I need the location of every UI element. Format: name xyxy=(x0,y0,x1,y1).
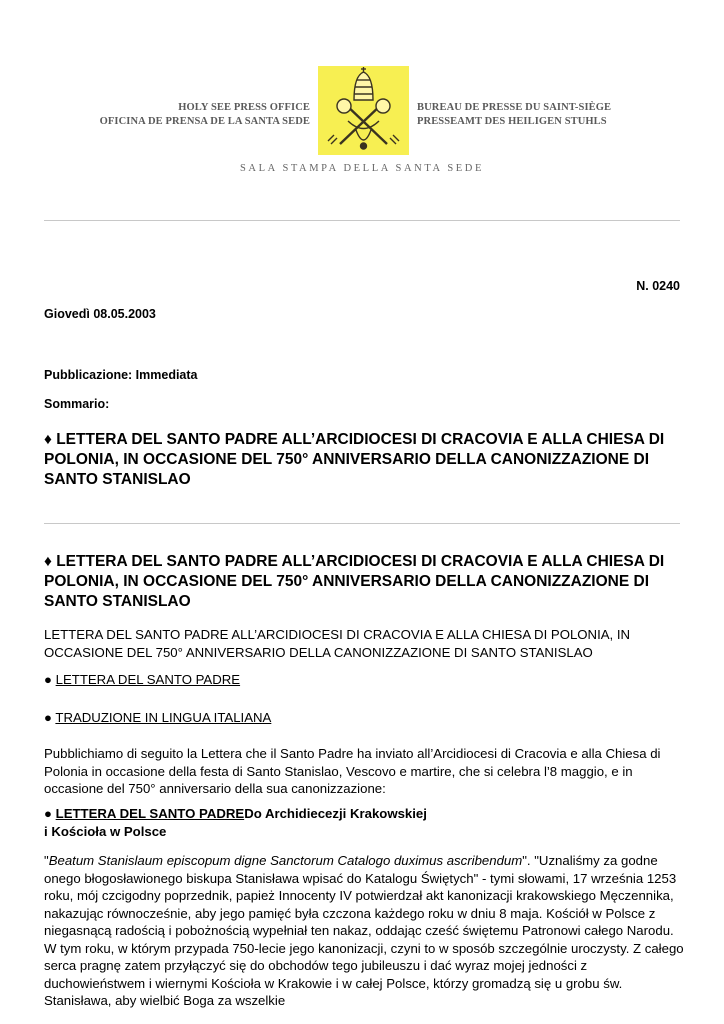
quote-open: " xyxy=(44,853,49,868)
letter-body-text: ". "Uznaliśmy za godne onego błogosławionego biskupa Stanisława wpisać do Katalogu Świętych" - tymi słowami, 17 września 1253 roku, mój czcigodny poprzednik, papież Innocenty IV potwierdzał akt kanonizacji krakowskiego Męczennika, nakazując równocześnie, aby jego pamięć była czczona każdego roku w dniu 8 maja. Kościół w Polsce z niegasnącą radością i pobożnością wypełniał ten nakaz, oddając cześć świętemu Patronowi całego Narodu. W tym roku, w którym przypada 750-lecie jego kanonizacji, czyni to w sposób szczególnie uroczysty. Z całego serca pragnę zatem przyłączyć się do obchodów tego jubileuszu i dać wyraz mojej jedności z duchowieństwem i wiernymi Kościoła w Krakowie i w całej Polsce, którzy gromadzą się u grobu św. Stanisława, aby wielbić Boga za wszelkie xyxy=(44,853,684,1008)
header-left-line2: OFICINA DE PRENSA DE LA SANTA SEDE xyxy=(99,116,310,127)
summary-label: Sommario: xyxy=(44,397,110,411)
lettera-link[interactable]: LETTERA DEL SANTO PADRE xyxy=(55,672,241,687)
header-right-line1: BUREAU DE PRESSE DU SAINT-SIÈGE xyxy=(417,102,612,113)
publication-status: Pubblicazione: Immediata xyxy=(44,368,198,382)
papal-keys-tiara-emblem-icon xyxy=(318,66,409,155)
bullet: ● xyxy=(44,672,52,687)
header-right-line2: PRESSEAMT DES HEILIGEN STUHLS xyxy=(417,116,607,127)
lettera-anchor-link[interactable]: LETTERA DEL SANTO PADRE xyxy=(55,806,245,821)
article-title: ♦ LETTERA DEL SANTO PADRE ALL’ARCIDIOCESI DI CRACOVIA E ALLA CHIESA DI POLONIA, IN OCCASIONE DEL 750° ANNIVERSARIO DELLA CANONIZZAZIONE DI SANTO STANISLAO xyxy=(44,553,665,610)
summary-title: ♦ LETTERA DEL SANTO PADRE ALL’ARCIDIOCESI DI CRACOVIA E ALLA CHIESA DI POLONIA, IN OCCASIONE DEL 750° ANNIVERSARIO DELLA CANONIZZAZIONE DI SANTO STANISLAO xyxy=(44,431,665,488)
header-left-line1: HOLY SEE PRESS OFFICE xyxy=(178,102,310,113)
bulletin-date: Giovedì 08.05.2003 xyxy=(44,307,156,321)
bullet: ● xyxy=(44,710,52,725)
link-item-lettera xyxy=(44,671,684,689)
header-left-names xyxy=(100,101,310,129)
letter-heading-line2: i Kościoła w Polsce xyxy=(44,823,167,839)
intro-paragraph: Pubblichiamo di seguito la Lettera che il Santo Padre ha inviato all’Arcidiocesi di Cracovia e alla Chiesa di Polonia in occasione della festa di Santo Stanislao, Vescovo e martire, che si celebra l’8 maggio, e in occasione del 750° anniversario della sua canonizzazione: xyxy=(44,746,661,796)
bullet: ● xyxy=(44,806,52,821)
traduzione-link[interactable]: TRADUZIONE IN LINGUA ITALIANA xyxy=(55,710,272,725)
bulletin-number: N. 0240 xyxy=(636,279,680,293)
header-divider xyxy=(44,220,680,221)
article-subtitle: LETTERA DEL SANTO PADRE ALL’ARCIDIOCESI DI CRACOVIA E ALLA CHIESA DI POLONIA, IN OCCASIONE DEL 750° ANNIVERSARIO DELLA CANONIZZAZIONE DI SANTO STANISLAO xyxy=(44,627,631,660)
holy-see-emblem xyxy=(318,66,409,155)
summary-divider xyxy=(44,523,680,524)
latin-quote: Beatum Stanislaum episcopum digne Sanctorum Catalogo duximus ascribendum xyxy=(48,853,523,868)
letter-body xyxy=(44,852,684,1010)
letter-heading-line1: Do Archidiecezji Krakowskiej xyxy=(244,806,427,821)
header-right-names xyxy=(417,101,611,129)
letter-heading xyxy=(44,805,684,840)
link-item-traduzione xyxy=(44,709,684,727)
sala-stampa-title: SALA STAMPA DELLA SANTA SEDE xyxy=(239,163,484,174)
